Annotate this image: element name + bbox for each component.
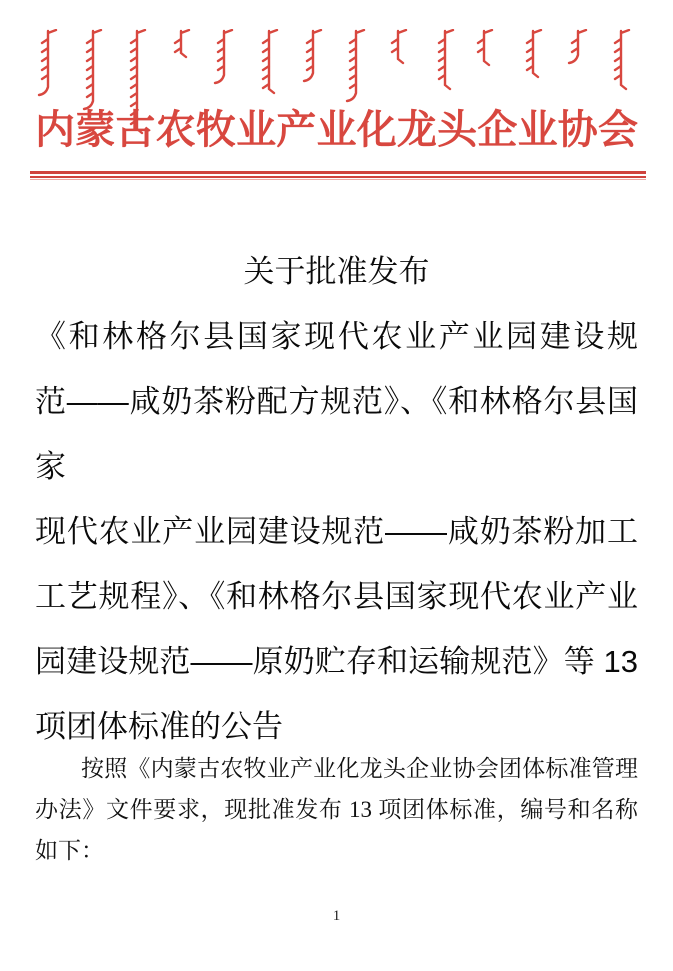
mongolian-glyph-column (258, 29, 282, 105)
body-line: 办法》文件要求，现批准发布 13 项团体标准，编号和名称 (35, 797, 638, 822)
mongolian-glyph-column (302, 29, 326, 89)
mongolian-glyph-column (434, 29, 458, 101)
doc-title-line: 工艺规程》、《和林格尔县国家现代农业产业 (35, 579, 638, 614)
doc-title-line: 项团体标准的公告 (35, 709, 283, 744)
document-title (35, 239, 638, 759)
mongolian-glyph-column (522, 29, 546, 89)
doc-title-line: 园建设规范——原奶贮存和运输规范》等 13 (35, 644, 638, 679)
mongolian-glyph-column (345, 29, 369, 109)
body-paragraph (35, 748, 638, 871)
masthead-rule-faint (30, 179, 646, 180)
mongolian-glyph-column (170, 29, 194, 69)
doc-title-line: 关于批准发布 (243, 254, 430, 289)
mongolian-glyph-column (37, 29, 61, 103)
doc-title-line: 范——咸奶茶粉配方规范》、《和林格尔县国家 (35, 384, 638, 484)
body-line: 按照《内蒙古农牧业产业化龙头企业协会团体标准管理 (81, 756, 638, 781)
doc-title-line: 《和林格尔县国家现代农业产业园建设规 (35, 319, 638, 354)
mongolian-glyph-column (610, 29, 634, 101)
masthead-rule-thick (30, 171, 646, 174)
masthead-rule-thin (30, 176, 646, 178)
doc-title-line: 现代农业产业园建设规范——咸奶茶粉加工 (35, 514, 638, 549)
mongolian-glyph-column (387, 29, 411, 75)
body-line: 如下： (35, 838, 104, 863)
mongolian-glyph-column (567, 29, 591, 71)
mongolian-glyph-column (213, 29, 237, 91)
association-masthead-title: 内蒙古农牧业产业化龙头企业协会 (35, 107, 638, 152)
page-number: 1 (332, 908, 341, 924)
mongolian-glyph-column (473, 29, 497, 77)
